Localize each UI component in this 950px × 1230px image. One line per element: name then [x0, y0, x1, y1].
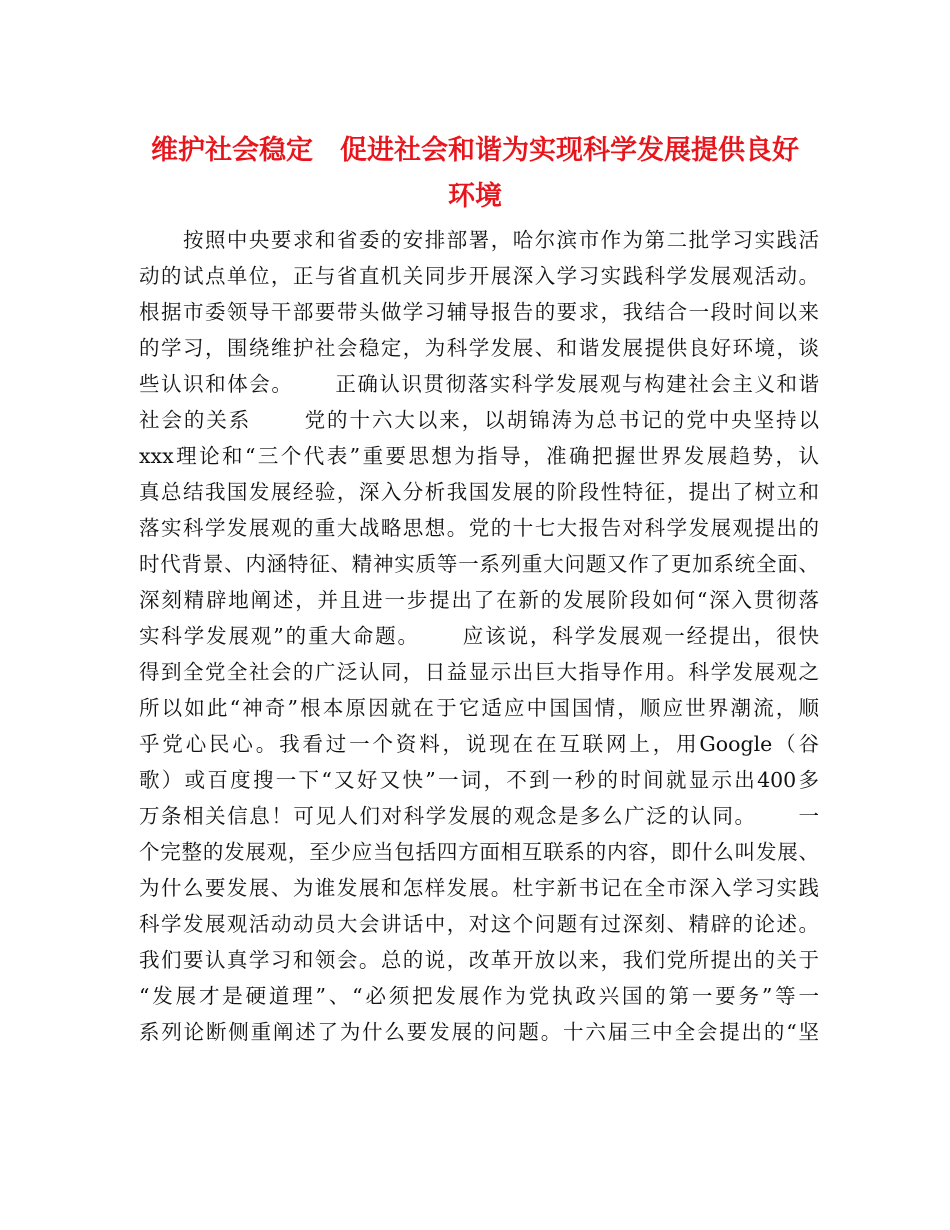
- body-line: 真总结我国发展经验，深入分析我国发展的阶段性特征，提出了树立和: [139, 480, 819, 504]
- body-line: 根据市委领导干部要带头做学习辅导报告的要求，我结合一段时间以来: [139, 300, 819, 324]
- body-line: 所以如此“神奇”根本原因就在于它适应中国国情，顺应世界潮流，顺: [139, 696, 819, 720]
- body-line: 些认识和体会。 正确认识贯彻落实科学发展观与构建社会主义和谐: [139, 372, 819, 396]
- body-line: 的学习，围绕维护社会稳定，为科学发展、和谐发展提供良好环境，谈: [139, 336, 819, 360]
- body-line: 乎党心民心。我看过一个资料，说现在在互联网上，用Google（谷: [139, 732, 819, 756]
- body-line: “发展才是硬道理”、“必须把发展作为党执政兴国的第一要务”等一: [139, 984, 819, 1008]
- body-line: 时代背景、内涵特征、精神实质等一系列重大问题又作了更加系统全面、: [139, 552, 819, 576]
- title-line-2: 环境: [448, 181, 502, 212]
- body-line: 为什么要发展、为谁发展和怎样发展。杜宇新书记在全市深入学习实践: [139, 876, 819, 900]
- body-line: 我们要认真学习和领会。总的说，改革开放以来，我们党所提出的关于: [139, 948, 819, 972]
- body-line: xxx理论和“三个代表”重要思想为指导，准确把握世界发展趋势，认: [139, 444, 819, 468]
- body-line: 歌）或百度搜一下“又好又快”一词，不到一秒的时间就显示出400多: [139, 768, 819, 792]
- body-line: 按照中央要求和省委的安排部署，哈尔滨市作为第二批学习实践活: [139, 228, 819, 252]
- body-text: [139, 222, 819, 1050]
- body-line: 落实科学发展观的重大战略思想。党的十七大报告对科学发展观提出的: [139, 516, 819, 540]
- title-line-1: 维护社会稳定 促进社会和谐为实现科学发展提供良好: [151, 135, 799, 166]
- body-line: 个完整的发展观，至少应当包括四方面相互联系的内容，即什么叫发展、: [139, 840, 819, 864]
- body-line: 深刻精辟地阐述，并且进一步提出了在新的发展阶段如何“深入贯彻落: [139, 588, 819, 612]
- body-line: 万条相关信息！可见人们对科学发展的观念是多么广泛的认同。 一: [139, 804, 819, 828]
- body-line: 系列论断侧重阐述了为什么要发展的问题。十六届三中全会提出的“坚: [139, 1020, 819, 1044]
- body-line: 科学发展观活动动员大会讲话中，对这个问题有过深刻、精辟的论述。: [139, 912, 819, 936]
- body-line: 动的试点单位，正与省直机关同步开展深入学习实践科学发展观活动。: [139, 264, 819, 288]
- body-line: 实科学发展观”的重大命题。 应该说，科学发展观一经提出，很快: [139, 624, 819, 648]
- document-title: [120, 128, 830, 220]
- body-line: 社会的关系 党的十六大以来，以胡锦涛为总书记的党中央坚持以: [139, 408, 819, 432]
- body-line: 得到全党全社会的广泛认同，日益显示出巨大指导作用。科学发展观之: [139, 660, 819, 684]
